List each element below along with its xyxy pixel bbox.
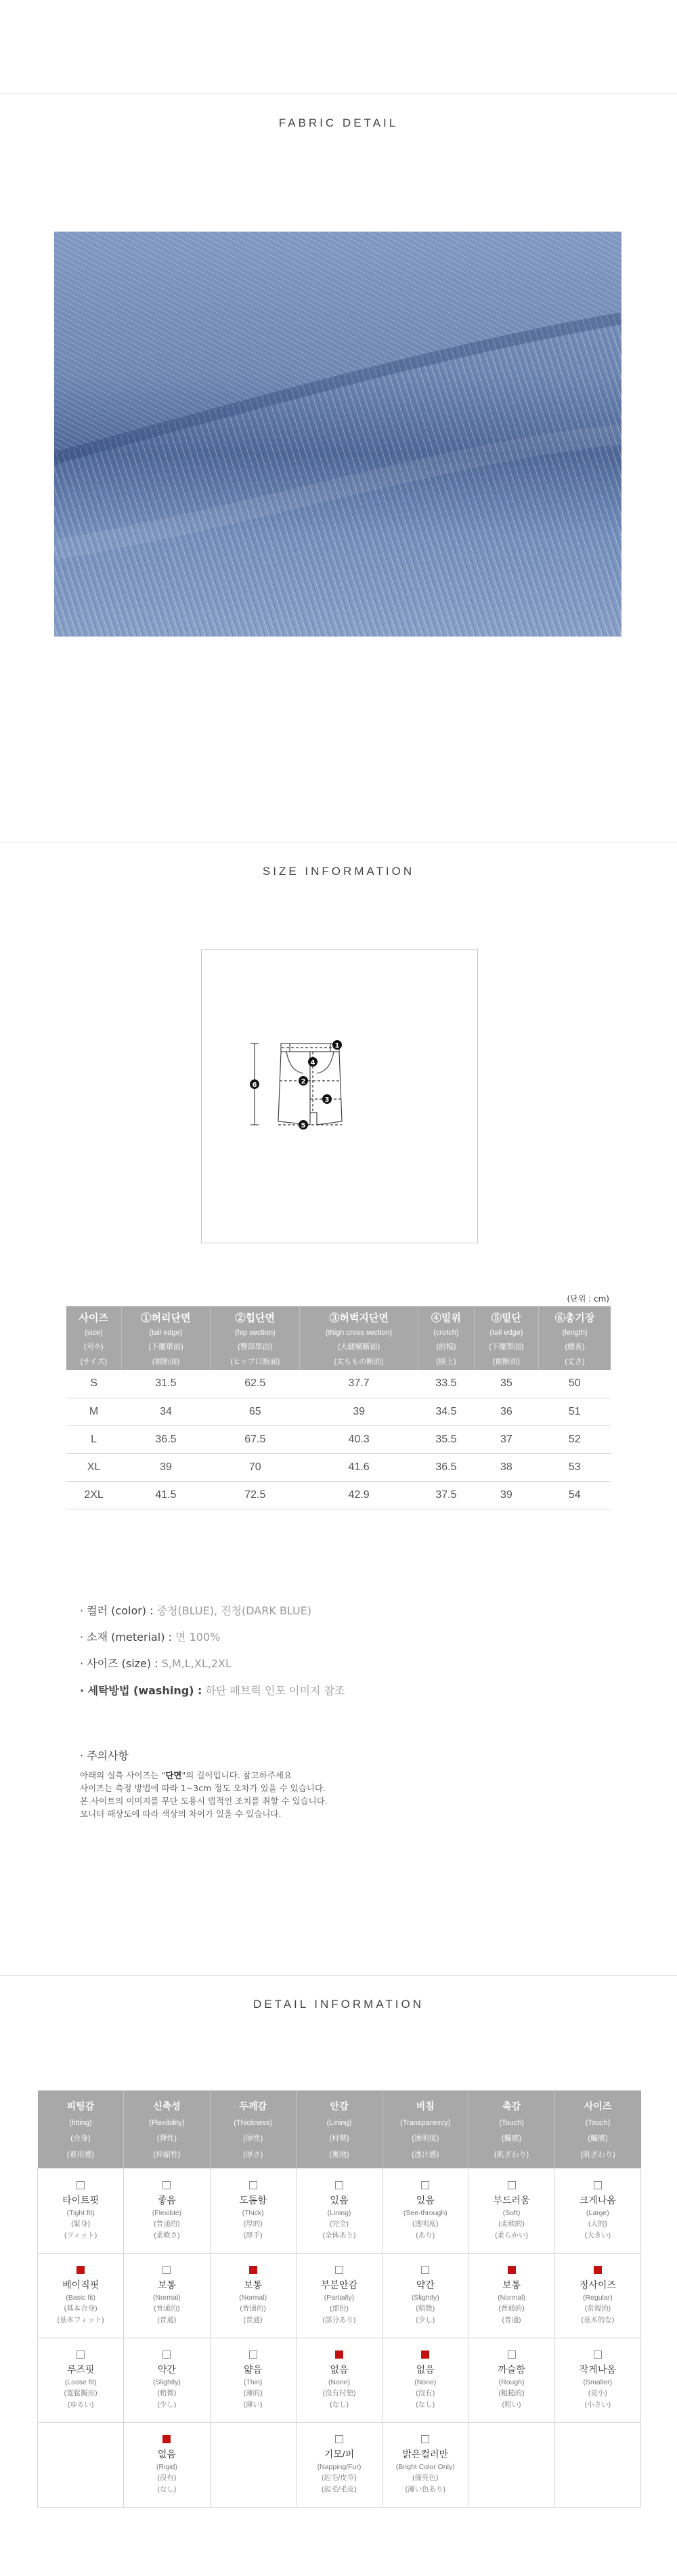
option-english: (None) <box>328 2378 351 2386</box>
detail-option-cell <box>124 2338 210 2422</box>
size-table-header <box>539 1306 611 1370</box>
notice-title: · 주의사항 <box>80 1749 129 1762</box>
detail-header <box>296 2090 382 2168</box>
unchecked-checkbox-icon <box>508 2181 516 2189</box>
color-info <box>80 1602 311 1618</box>
detail-option-cell <box>210 2168 296 2253</box>
fabric-photo <box>54 232 621 637</box>
option-japanese: (少し) <box>157 2401 177 2409</box>
checked-checkbox-icon <box>335 2350 343 2359</box>
option-chinese: (起毛/皮草) <box>322 2474 357 2482</box>
option-japanese: (起毛/毛皮) <box>322 2485 357 2493</box>
unchecked-checkbox-icon <box>335 2266 343 2274</box>
option-label: 밝은컬러만 <box>402 2449 449 2460</box>
unchecked-checkbox-icon <box>162 2181 171 2189</box>
detail-header-h1: 비침 <box>416 2101 435 2111</box>
size-info <box>80 1655 232 1671</box>
table-cell: 54 <box>539 1481 611 1509</box>
unchecked-checkbox-icon <box>162 2350 171 2359</box>
option-japanese: (柔軟さ) <box>154 2231 180 2239</box>
table-cell: 34.5 <box>418 1398 475 1425</box>
option-chinese: (更小) <box>588 2389 607 2397</box>
option-chinese: (緊身) <box>71 2219 91 2228</box>
detail-divider <box>0 1975 677 1976</box>
option-english: (Normal) <box>152 2294 181 2302</box>
detail-header-h4: (透け感) <box>412 2151 439 2159</box>
option-japanese: (大きい) <box>584 2231 611 2239</box>
option-japanese: (普通) <box>243 2316 263 2324</box>
detail-option-cell <box>468 2253 554 2338</box>
table-cell: 39 <box>300 1398 418 1425</box>
size-header-h4: (裾断面) <box>152 1358 180 1366</box>
size-header-h1: ⑤밑단 <box>491 1312 521 1324</box>
table-row <box>66 1398 611 1425</box>
detail-header-h3: (觸感) <box>588 2134 608 2143</box>
option-chinese: (大的) <box>588 2219 607 2228</box>
detail-header <box>38 2090 124 2168</box>
option-chinese: (沒有) <box>416 2389 435 2397</box>
option-japanese: (小さい) <box>584 2401 611 2409</box>
option-japanese: (なし) <box>329 2401 349 2409</box>
option-english: (Bright Color Only) <box>395 2463 455 2471</box>
option-english: (Tight fit) <box>66 2208 95 2217</box>
checked-checkbox-icon <box>594 2266 602 2274</box>
size-header-h2: (crotch) <box>433 1329 459 1337</box>
checked-checkbox-icon <box>77 2266 85 2274</box>
unchecked-checkbox-icon <box>594 2350 602 2359</box>
option-japanese: (厚手) <box>243 2231 263 2239</box>
option-japanese: (全体あり) <box>322 2231 356 2239</box>
option-label: 크게나옴 <box>579 2194 616 2206</box>
option-japanese: (基本的な) <box>581 2316 615 2324</box>
color-label: · 컬러 (color) : <box>80 1604 154 1617</box>
size-header-h3: (臀部單面) <box>238 1343 273 1351</box>
detail-option-cell <box>296 2168 382 2253</box>
unchecked-checkbox-icon <box>335 2435 343 2443</box>
option-chinese: (稍微) <box>416 2304 435 2313</box>
size-header-h2: (length) <box>562 1329 588 1337</box>
detail-header-h4: (厚さ) <box>243 2151 263 2159</box>
size-header-h2: (tail edge) <box>489 1329 523 1337</box>
option-chinese: (常規的) <box>584 2304 611 2313</box>
detail-header <box>210 2090 296 2168</box>
option-label: 약간 <box>416 2279 435 2290</box>
material-label: · 소재 (meterial) : <box>80 1631 172 1644</box>
size-table-header-row <box>66 1306 611 1370</box>
material-info <box>80 1629 220 1644</box>
option-label: 작게나옴 <box>579 2364 616 2375</box>
table-cell: 51 <box>539 1398 611 1425</box>
option-label: 베이직핏 <box>62 2279 100 2290</box>
option-japanese: (基本フィット) <box>57 2316 104 2324</box>
notice-text <box>80 1769 328 1820</box>
washing-label: · 세탁방법 (washing) : <box>80 1684 202 1697</box>
detail-option-cell <box>210 2422 296 2507</box>
unchecked-checkbox-icon <box>508 2350 516 2359</box>
detail-option-cell <box>296 2422 382 2507</box>
detail-row <box>38 2253 641 2338</box>
size-header-h3: (總長) <box>565 1343 585 1351</box>
option-japanese: (あり) <box>416 2231 435 2239</box>
detail-header-h2: (Lining) <box>326 2119 352 2127</box>
option-label: 있음 <box>330 2194 349 2206</box>
option-japanese: (少し) <box>416 2316 435 2324</box>
table-cell: 36 <box>474 1398 538 1425</box>
option-chinese: (普通的) <box>154 2219 180 2228</box>
marker-5-label: 5 <box>301 1122 306 1130</box>
notice-line-2: 사이즈는 측정 방법에 따라 1~3cm 정도 오차가 있을 수 있습니다. <box>80 1783 326 1793</box>
option-english: (Normal) <box>498 2294 525 2302</box>
size-header-h2: (size) <box>84 1329 103 1337</box>
size-header-h2: (hip section) <box>234 1329 276 1337</box>
size-header-h3: (大腿橫斷面) <box>337 1343 380 1351</box>
size-header-h1: ③허벅지단면 <box>329 1312 389 1324</box>
table-cell: 38 <box>474 1453 538 1481</box>
detail-option-cell <box>210 2338 296 2422</box>
detail-header-h3: (透明度) <box>412 2134 439 2143</box>
detail-header <box>468 2090 554 2168</box>
option-chinese: (沒有) <box>157 2474 177 2482</box>
washing-info <box>80 1682 345 1698</box>
detail-header-h4: (肌ざわり) <box>494 2151 529 2159</box>
table-cell: 35.5 <box>418 1425 475 1453</box>
size-header-h4: (股上) <box>436 1358 456 1366</box>
size-header-h3: (下擺單面) <box>148 1343 183 1351</box>
option-english: (Rough) <box>498 2378 525 2386</box>
option-english: (See-through) <box>403 2208 447 2217</box>
material-value: 면 100% <box>175 1631 221 1644</box>
table-cell: 36.5 <box>121 1425 211 1453</box>
option-chinese: (柔軟的) <box>498 2219 525 2228</box>
detail-option-cell <box>296 2338 382 2422</box>
detail-header-h2: (fitting) <box>69 2119 92 2127</box>
detail-header-h4: (伸縮性) <box>153 2151 181 2159</box>
detail-header-h3: (村墊) <box>329 2134 349 2143</box>
size-header-h3: (前檔) <box>436 1343 456 1351</box>
size-table-header <box>121 1306 211 1370</box>
detail-row <box>38 2338 641 2422</box>
detail-option-cell <box>554 2168 640 2253</box>
size-header-h1: ④밑위 <box>431 1312 461 1324</box>
unchecked-checkbox-icon <box>249 2181 257 2189</box>
option-english: (Lining) <box>327 2208 351 2217</box>
option-english: (Regular) <box>582 2294 613 2302</box>
option-label: 있음 <box>416 2194 435 2206</box>
detail-option-cell <box>383 2422 468 2507</box>
size-header-h4: (サイズ) <box>80 1358 108 1366</box>
size-table-header <box>300 1306 418 1370</box>
table-cell: 36.5 <box>418 1453 475 1481</box>
detail-option-cell <box>554 2422 640 2507</box>
top-divider <box>0 93 677 94</box>
marker-2-label: 2 <box>301 1078 306 1086</box>
detail-header-h3: (厚性) <box>243 2134 263 2143</box>
checked-checkbox-icon <box>421 2350 429 2359</box>
unit-label: (단위 : cm) <box>567 1294 609 1304</box>
option-japanese: (薄い) <box>243 2401 263 2409</box>
size-header-h4: (太ももの断面) <box>334 1358 384 1366</box>
table-cell: 34 <box>121 1398 211 1425</box>
table-cell: 37.7 <box>300 1370 418 1398</box>
option-english: (Slightly) <box>152 2378 181 2386</box>
option-japanese: (なし) <box>416 2401 435 2409</box>
table-cell: 65 <box>211 1398 300 1425</box>
option-english: (None) <box>414 2378 437 2386</box>
option-english: (Smaller) <box>583 2378 613 2386</box>
option-chinese: (沒有村墊) <box>322 2389 356 2397</box>
table-cell: XL <box>66 1453 121 1481</box>
option-label: 얇음 <box>244 2364 263 2375</box>
detail-option-cell <box>124 2168 210 2253</box>
detail-header-h1: 촉감 <box>502 2101 521 2111</box>
unchecked-checkbox-icon <box>335 2181 343 2189</box>
unchecked-checkbox-icon <box>77 2181 85 2189</box>
marker-6-label: 6 <box>252 1081 257 1089</box>
checked-checkbox-icon <box>508 2266 516 2274</box>
detail-option-cell <box>38 2422 124 2507</box>
table-cell: 41.6 <box>300 1453 418 1481</box>
option-label: 없음 <box>416 2364 435 2375</box>
table-cell: 37.5 <box>418 1481 475 1509</box>
detail-row <box>38 2422 641 2507</box>
option-english: (Large) <box>586 2208 609 2217</box>
option-chinese: (透明度) <box>412 2219 439 2228</box>
table-cell: 72.5 <box>211 1481 300 1509</box>
table-cell: 70 <box>211 1453 300 1481</box>
detail-header-h3: (彈性) <box>156 2134 177 2143</box>
checked-checkbox-icon <box>162 2435 171 2443</box>
option-japanese: (柔らかい) <box>495 2231 529 2239</box>
table-cell: 62.5 <box>211 1370 300 1398</box>
unchecked-checkbox-icon <box>77 2350 85 2359</box>
detail-header-h2: (Flexibility) <box>149 2119 185 2127</box>
size-table-header <box>211 1306 300 1370</box>
size-header-h1: ⑥총기장 <box>554 1312 595 1324</box>
option-label: 보통 <box>244 2279 263 2290</box>
size-table-header <box>66 1306 121 1370</box>
option-chinese: (僅亮色) <box>412 2474 439 2482</box>
detail-header-h1: 신축성 <box>153 2101 181 2111</box>
detail-option-cell <box>554 2338 640 2422</box>
option-japanese: (普通) <box>502 2316 521 2324</box>
option-label: 보통 <box>157 2279 176 2290</box>
option-english: (Slightly) <box>411 2294 439 2302</box>
table-row <box>66 1425 611 1453</box>
option-label: 까슬함 <box>498 2364 525 2375</box>
option-chinese: (薄的) <box>243 2389 263 2397</box>
table-row <box>66 1481 611 1509</box>
size-header-h4: (ヒップ口断面) <box>230 1358 280 1366</box>
detail-option-cell <box>554 2253 640 2338</box>
detail-information-title: DETAIL INFORMATION <box>253 1998 424 2011</box>
table-cell: 31.5 <box>121 1370 211 1398</box>
size-header-h2: (tail edge) <box>149 1329 183 1337</box>
option-chinese: (普通的) <box>154 2304 180 2313</box>
table-cell: 41.5 <box>121 1481 211 1509</box>
table-cell: M <box>66 1398 121 1425</box>
unchecked-checkbox-icon <box>421 2266 429 2274</box>
detail-header-row <box>38 2090 641 2168</box>
table-cell: L <box>66 1425 121 1453</box>
option-label: 도톰함 <box>239 2194 267 2206</box>
unchecked-checkbox-icon <box>594 2181 602 2189</box>
option-label: 부드러움 <box>493 2194 530 2206</box>
option-english: (Flexible) <box>152 2208 181 2217</box>
checked-checkbox-icon <box>249 2266 257 2274</box>
detail-header <box>124 2090 210 2168</box>
table-cell: 67.5 <box>211 1425 300 1453</box>
detail-option-cell <box>468 2338 554 2422</box>
skirt-measurement-diagram <box>201 949 478 1243</box>
option-english: (Thin) <box>243 2378 263 2386</box>
size-information-title: SIZE INFORMATION <box>262 865 415 878</box>
detail-option-cell <box>468 2168 554 2253</box>
detail-table <box>37 2090 641 2508</box>
table-cell: 53 <box>539 1453 611 1481</box>
detail-header <box>383 2090 468 2168</box>
size-header-h1: ②힙단면 <box>235 1312 276 1324</box>
unchecked-checkbox-icon <box>249 2350 257 2359</box>
option-chinese: (部份) <box>329 2304 349 2313</box>
option-japanese: (粗い) <box>502 2401 521 2409</box>
table-row <box>66 1370 611 1398</box>
detail-header-h1: 사이즈 <box>584 2101 612 2111</box>
detail-option-cell <box>383 2338 468 2422</box>
marker-3-label: 3 <box>324 1096 330 1104</box>
option-english: (Rigid) <box>156 2463 177 2471</box>
table-cell: 2XL <box>66 1481 121 1509</box>
option-label: 없음 <box>330 2364 349 2375</box>
unchecked-checkbox-icon <box>421 2181 429 2189</box>
option-chinese: (完全) <box>329 2219 349 2228</box>
washing-value: 하단 패브릭 인포 이미지 참조 <box>205 1684 345 1697</box>
unchecked-checkbox-icon <box>421 2435 429 2443</box>
fabric-detail-title: FABRIC DETAIL <box>278 116 399 129</box>
option-label: 기모/퍼 <box>324 2449 355 2460</box>
detail-header-h3: (合身) <box>70 2134 91 2143</box>
table-cell: 42.9 <box>300 1481 418 1509</box>
detail-option-cell <box>296 2253 382 2338</box>
option-label: 없음 <box>157 2449 176 2460</box>
option-english: (Basic fit) <box>66 2294 95 2302</box>
detail-header <box>554 2090 640 2168</box>
marker-4-label: 4 <box>310 1059 315 1067</box>
size-table <box>66 1306 611 1509</box>
size-header-h4: (裾断面) <box>492 1358 521 1366</box>
table-cell: 33.5 <box>418 1370 475 1398</box>
option-japanese: (普通) <box>157 2316 177 2324</box>
unchecked-checkbox-icon <box>162 2266 171 2274</box>
table-cell: 37 <box>474 1425 538 1453</box>
option-label: 좋음 <box>157 2194 176 2206</box>
detail-header-h3: (觸感) <box>501 2134 522 2143</box>
size-header-h3: (下擺單面) <box>489 1343 524 1351</box>
detail-header-h4: (着用感) <box>66 2151 95 2159</box>
option-english: (Soft) <box>502 2208 521 2217</box>
notice-line-3: 본 사이트의 이미지를 무단 도용시 법적인 조치를 취할 수 있습니다. <box>80 1796 328 1806</box>
size-header-h1: ①허리단면 <box>141 1312 191 1324</box>
option-english: (Partially) <box>324 2294 355 2302</box>
table-cell: 52 <box>539 1425 611 1453</box>
option-chinese: (普通的) <box>240 2304 266 2313</box>
detail-header-h1: 피팅감 <box>66 2101 95 2111</box>
detail-header-h2: (Transparency) <box>400 2119 451 2127</box>
detail-header-h2: (Thickness) <box>234 2119 273 2127</box>
option-japanese: (薄い色あり) <box>405 2485 446 2493</box>
detail-header-h4: (肌ざわり) <box>580 2151 615 2159</box>
detail-option-cell <box>124 2422 210 2507</box>
size-header-h3: (치수) <box>84 1343 104 1351</box>
table-row <box>66 1453 611 1481</box>
detail-header-h1: 안감 <box>330 2101 349 2111</box>
marker-1-label: 1 <box>334 1042 340 1050</box>
option-label: 보통 <box>502 2279 521 2290</box>
detail-header-h4: (裏地) <box>329 2151 349 2159</box>
size-table-header <box>474 1306 538 1370</box>
detail-header-h2: (Touch) <box>585 2119 611 2127</box>
size-table-header <box>418 1306 475 1370</box>
option-label: 타이트핏 <box>62 2194 100 2206</box>
option-label: 약간 <box>157 2364 176 2375</box>
detail-option-cell <box>38 2168 124 2253</box>
table-cell: 35 <box>474 1370 538 1398</box>
table-cell: 50 <box>539 1370 611 1398</box>
size-header-h2: (thigh cross section) <box>325 1329 393 1337</box>
option-english: (Loose fit) <box>64 2378 97 2386</box>
detail-option-cell <box>383 2253 468 2338</box>
option-japanese: (なし) <box>157 2485 177 2493</box>
detail-option-cell <box>468 2422 554 2507</box>
option-chinese: (粗糙的) <box>498 2389 525 2397</box>
notice-line-1: 아래의 실측 사이즈는 "단면"의 길이입니다. 참고하주세요 <box>80 1770 292 1780</box>
option-label: 부분안감 <box>320 2279 358 2290</box>
table-cell: 39 <box>121 1453 211 1481</box>
size-header-h1: 사이즈 <box>79 1312 109 1324</box>
option-japanese: (フィット) <box>64 2231 97 2239</box>
option-english: (Thick) <box>242 2208 264 2217</box>
detail-header-h2: (Touch) <box>499 2119 524 2127</box>
option-label: 루즈핏 <box>66 2364 95 2375</box>
option-chinese: (厚的) <box>243 2219 263 2228</box>
detail-row <box>38 2168 641 2253</box>
size-value: S,M,L,XL,2XL <box>161 1657 232 1670</box>
size-header-h4: (丈さ) <box>565 1358 585 1366</box>
option-chinese: (基本合身) <box>64 2304 97 2313</box>
option-japanese: (ゆるい) <box>67 2401 94 2409</box>
detail-option-cell <box>383 2168 468 2253</box>
option-japanese: (部分あり) <box>322 2316 356 2324</box>
detail-option-cell <box>38 2338 124 2422</box>
table-cell: 39 <box>474 1481 538 1509</box>
size-label: · 사이즈 (size) : <box>80 1657 158 1670</box>
option-english: (Napping/Fur) <box>317 2463 362 2471</box>
option-chinese: (寬鬆擬形) <box>64 2389 97 2397</box>
table-cell: S <box>66 1370 121 1398</box>
notice-line-4: 모니터 해상도에 따라 색상의 차이가 있을 수 있습니다. <box>80 1809 282 1819</box>
detail-option-cell <box>210 2253 296 2338</box>
table-cell: 40.3 <box>300 1425 418 1453</box>
option-chinese: (普通的) <box>498 2304 525 2313</box>
color-value: 중청(BLUE), 진청(DARK BLUE) <box>156 1604 312 1617</box>
detail-header-h1: 두께감 <box>239 2101 267 2111</box>
detail-option-cell <box>124 2253 210 2338</box>
option-label: 정사이즈 <box>579 2279 616 2290</box>
option-english: (Normal) <box>239 2294 267 2302</box>
option-chinese: (稍微) <box>157 2389 177 2397</box>
detail-option-cell <box>38 2253 124 2338</box>
